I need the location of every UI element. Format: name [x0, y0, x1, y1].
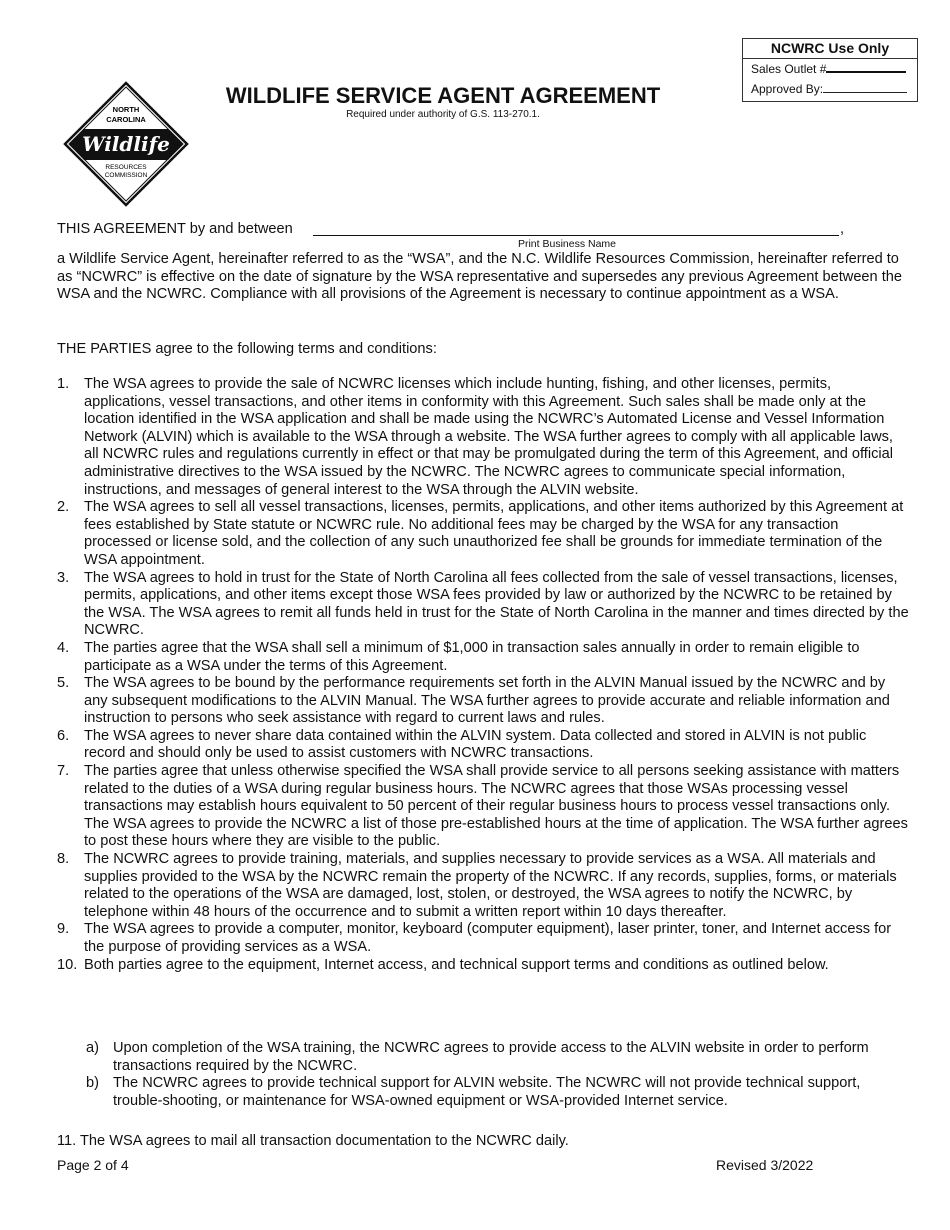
logo-top-text-2: CAROLINA [106, 115, 146, 124]
parties-intro: THE PARTIES agree to the following terms and conditions: [57, 341, 437, 357]
term-item: 7. The parties agree that unless otherwise specified the WSA shall provide service to all persons seeking assistance with matters related to the duties of a WSA during regular business hours. The NCWRC agrees that those WSAs processing vessel transactions may establish hours equivalent to 50 percent of their regular business hours to process vessel transactions only. The WSA agrees to provide the NCWRC a list of those pre-established hours at the time of application. The WSA further agrees to post these hours where they are visible to the public. [57, 763, 908, 850]
logo-bottom-text-2: COMMISSION [104, 172, 148, 179]
document-subtitle: Required under authority of G.S. 113-270.1. [346, 109, 540, 120]
approved-by-field[interactable] [823, 80, 907, 93]
logo-script-text: Wildlife [82, 132, 170, 156]
use-box-heading: NCWRC Use Only [743, 39, 917, 59]
agreement-label: THIS AGREEMENT by and between [57, 221, 293, 237]
sales-outlet-row [743, 59, 917, 79]
terms-list [57, 376, 909, 974]
approved-by-label: Approved By: [751, 82, 824, 96]
term-item: 4. The parties agree that the WSA shall sell a minimum of $1,000 in transaction sales annually in order to remain eligible to participate as a WSA under the terms of this Agreement. [57, 639, 860, 674]
sales-outlet-field[interactable] [826, 59, 906, 73]
intro-paragraph: a Wildlife Service Agent, hereinafter referred to as the “WSA”, and the N.C. Wildlife Resources Commission, hereinafter referred to as “NCWRC” is effective on the date of signature by the WSA representative and supersedes any previous Agreement between the WSA and the NCWRC. Compliance with all provisions of the Agreement is necessary to continue appointment as a WSA. [57, 251, 903, 303]
sales-outlet-label: Sales Outlet # [751, 62, 827, 76]
business-name-caption: Print Business Name [517, 238, 617, 250]
term-item: 6. The WSA agrees to never share data contained within the ALVIN system. Data collected and stored in ALVIN is not public record and should only be used to assist customers with NCWRC transactions. [57, 727, 867, 762]
nc-wildlife-logo [62, 80, 190, 208]
agreement-comma: , [840, 221, 845, 237]
approved-by-row [743, 79, 917, 99]
term-item: 8. The NCWRC agrees to provide training, materials, and supplies necessary to provide services as a WSA. All materials and supplies provided to the WSA by the NCWRC remain the property of the NCWRC. If any records, supplies, forms, or materials related to the operations of the WSA are damaged, lost, stolen, or destroyed, the WSA agrees to notify the NCWRC, by telephone within 48 hours of the occurrence and to submit a written report within 10 days thereafter. [57, 851, 897, 920]
subterms-list [86, 1040, 876, 1110]
term-item: 9. The WSA agrees to provide a computer, monitor, keyboard (computer equipment), laser printer, toner, and Internet access for the purpose of providing services as a WSA. [57, 921, 892, 955]
term-11-text: The WSA agrees to mail all transaction documentation to the NCWRC daily. [80, 1133, 569, 1149]
term-11-number: 11. [57, 1133, 77, 1149]
term-item: 2. The WSA agrees to sell all vessel transactions, licenses, permits, applications, and other items authorized by this Agreement at fees established by State statute or NCWRC rule. No additional fees may be charged by the WSA for any transaction processed or license sold, and the collection of any such unauthorized fee shall be grounds for immediate termination of the WSA appointment. [57, 499, 904, 568]
subterm-item: b) The NCWRC agrees to provide technical support for ALVIN website. The NCWRC will not provide technical support, trouble-shooting, or maintenance for WSA-owned equipment or WSA-provided Internet service. [86, 1075, 861, 1109]
term-item: 5. The WSA agrees to be bound by the performance requirements set forth in the ALVIN Manual issued by the NCWRC and by any subsequent modifications to the ALVIN Manual. The WSA further agrees to provide accurate and reliable information and instruction to persons who seek assistance with regard to current laws and rules. [57, 675, 890, 727]
logo-bottom-text-1: RESOURCES [105, 164, 147, 171]
page-number: Page 2 of 4 [57, 1157, 129, 1173]
term-item: 1. The WSA agrees to provide the sale of NCWRC licenses which include hunting, fishing, and other licenses, permits, applications, vessel transactions, and other items in conformity with this Agreement. Such sales shall be made only at the location identified in the WSA application and shall be made using the NCWRC’s Automated License and Vessel Information Network (ALVIN) which is available to the WSA through a website. The WSA further agrees to comply with all applicable laws, all NCWRC rules and regulations currently in effect or that may be promulgated during the term of this Agreement, and official administrative directives to the WSA issued by the NCWRC. The NCWRC agrees to communicate special information, instructions, and messages of general interest to the WSA through the ALVIN website. [57, 376, 894, 498]
subterm-item: a) Upon completion of the WSA training, the NCWRC agrees to provide access to the ALVIN website in order to perform transactions required by the NCWRC. [86, 1040, 869, 1074]
term-item: 3. The WSA agrees to hold in trust for the State of North Carolina all fees collected from the sale of vessel transactions, licenses, permits, applications, and other items except those WSA fees provided by law or authorized by the NCWRC to be retained by the WSA. The WSA agrees to remit all funds held in trust for the State of North Carolina in the manner and times directed by the NCWRC. [57, 569, 909, 639]
term-item: 10. Both parties agree to the equipment, Internet access, and technical support terms and conditions as outlined below. [57, 956, 829, 973]
term-item-11 [57, 1133, 909, 1151]
business-name-field[interactable] [313, 235, 839, 236]
ncwrc-use-only-box [742, 38, 918, 102]
document-title: WILDLIFE SERVICE AGENT AGREEMENT [225, 83, 661, 108]
revision-date: Revised 3/2022 [716, 1157, 814, 1173]
logo-top-text-1: NORTH [112, 105, 140, 114]
